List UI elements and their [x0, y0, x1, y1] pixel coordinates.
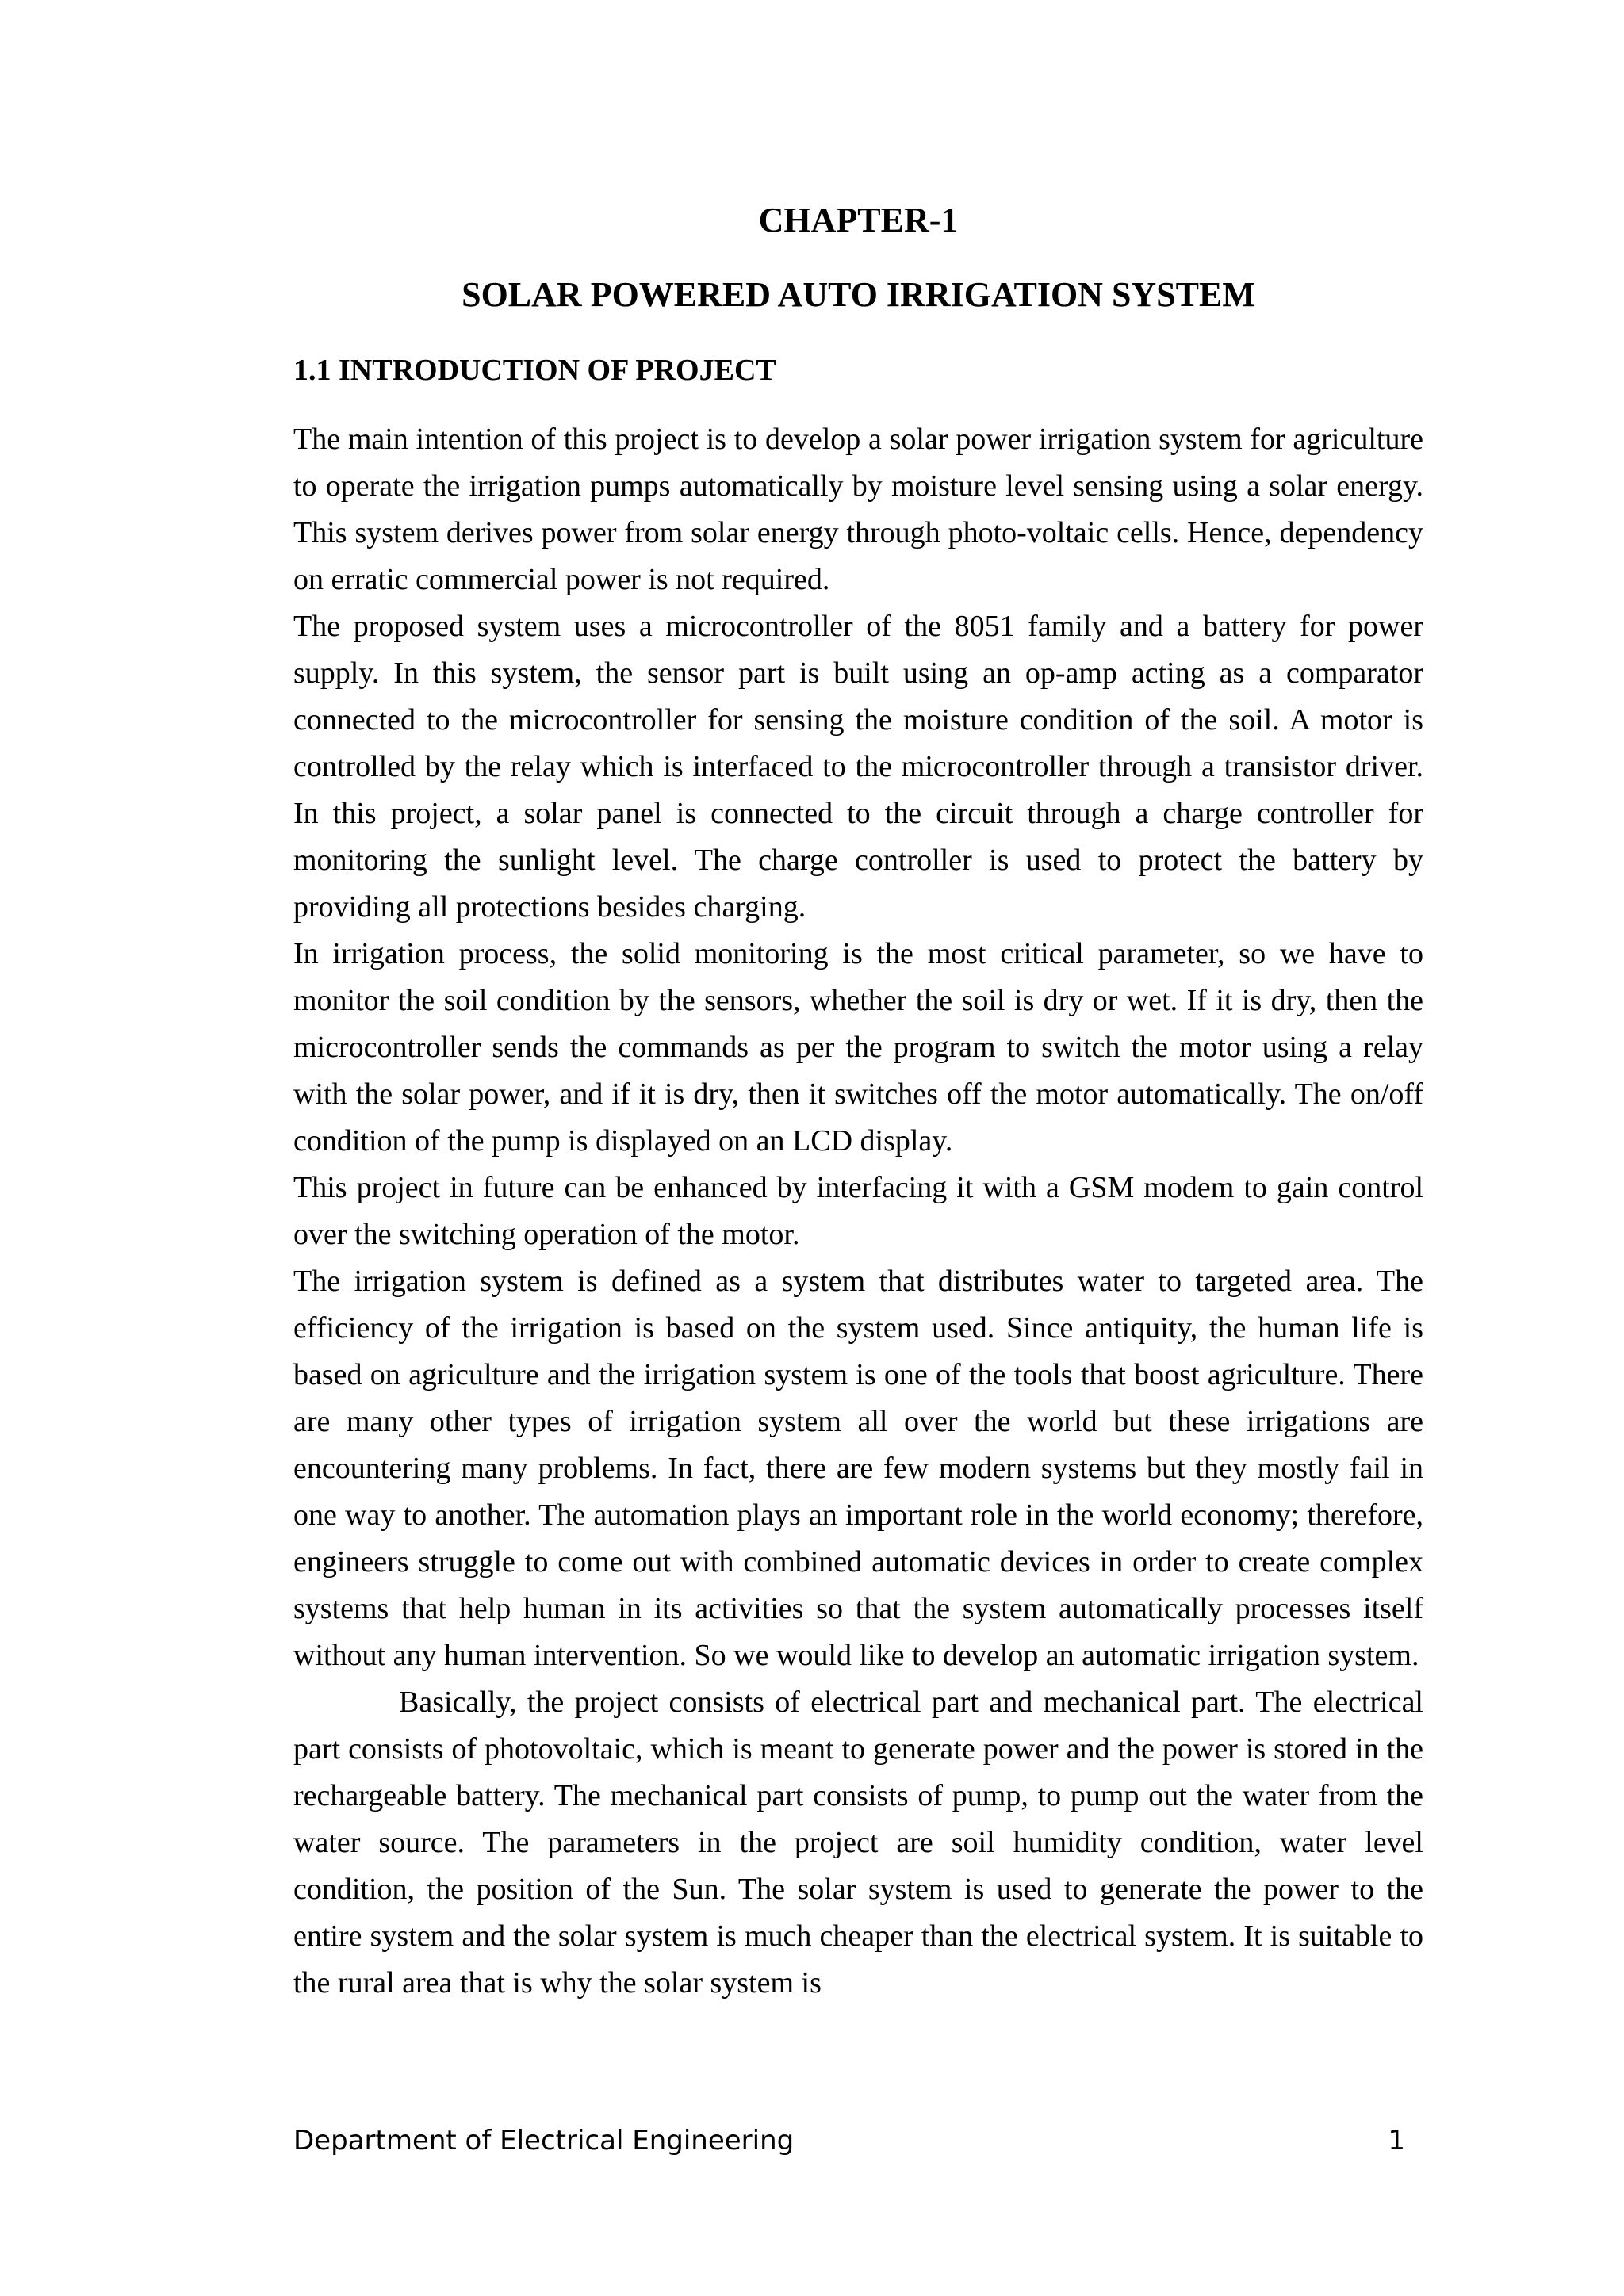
- chapter-title: SOLAR POWERED AUTO IRRIGATION SYSTEM: [462, 275, 1255, 314]
- paragraph-2: The proposed system uses a microcontroller of the 8051 family and a battery for power supply. In this system, the sensor part is built using an op-amp acting as a comparator connected to the microcontroller for sensing the moisture condition of the soil. A motor is controlled by the relay which is interfaced to the microcontroller through a transistor driver. In this project, a solar panel is connected to the circuit through a charge controller for monitoring the sunlight level. The charge controller is used to protect the battery by providing all protections besides charging.: [293, 610, 1423, 924]
- paragraph-3: In irrigation process, the solid monitoring is the most critical parameter, so we have to monitor the soil condition by the sensors, whether the soil is dry or wet. If it is dry, then the microcontroller sends the commands as per the program to switch the motor using a relay with the solar power, and if it is dry, then it switches off the motor automatically. The on/off condition of the pump is displayed on an LCD display.: [293, 937, 1423, 1158]
- paragraph-4: This project in future can be enhanced by interfacing it with a GSM modem to gain control over the switching operation of the motor.: [293, 1171, 1423, 1251]
- chapter-label: CHAPTER-1: [758, 201, 959, 239]
- paragraph-1: The main intention of this project is to develop a solar power irrigation system for agriculture to operate the irrigation pumps automatically by moisture level sensing using a solar energy. This system derives power from solar energy through photo-voltaic cells. Hence, dependency on erratic commercial power is not required.: [293, 423, 1423, 596]
- section-heading: 1.1 INTRODUCTION OF PROJECT: [293, 354, 776, 387]
- paragraph-5: The irrigation system is defined as a system that distributes water to targeted area. The efficiency of the irrigation is based on the system used. Since antiquity, the human life is based on agriculture and the irrigation system is one of the tools that boost agriculture. There are many other types of irrigation system all over the world but these irrigations are encountering many problems. In fact, there are few modern systems but they mostly fail in one way to another. The automation plays an important role in the world economy; therefore, engineers struggle to come out with combined automatic devices in order to create complex systems that help human in its activities so that the system automatically processes itself without any human intervention. So we would like to develop an automatic irrigation system.: [293, 1265, 1423, 1672]
- paragraph-6: Basically, the project consists of electrical part and mechanical part. The electrical part consists of photovoltaic, which is meant to generate power and the power is stored in the rechargeable battery. The mechanical part consists of pump, to pump out the water from the water source. The parameters in the project are soil humidity condition, water level condition, the position of the Sun. The solar system is used to generate the power to the entire system and the solar system is much cheaper than the electrical system. It is suitable to the rural area that is why the solar system is: [293, 1686, 1423, 1999]
- body-text: [293, 416, 1423, 2007]
- footer-department: Department of Electrical Engineering: [293, 2125, 795, 2156]
- footer-page-number: 1: [1388, 2125, 1405, 2156]
